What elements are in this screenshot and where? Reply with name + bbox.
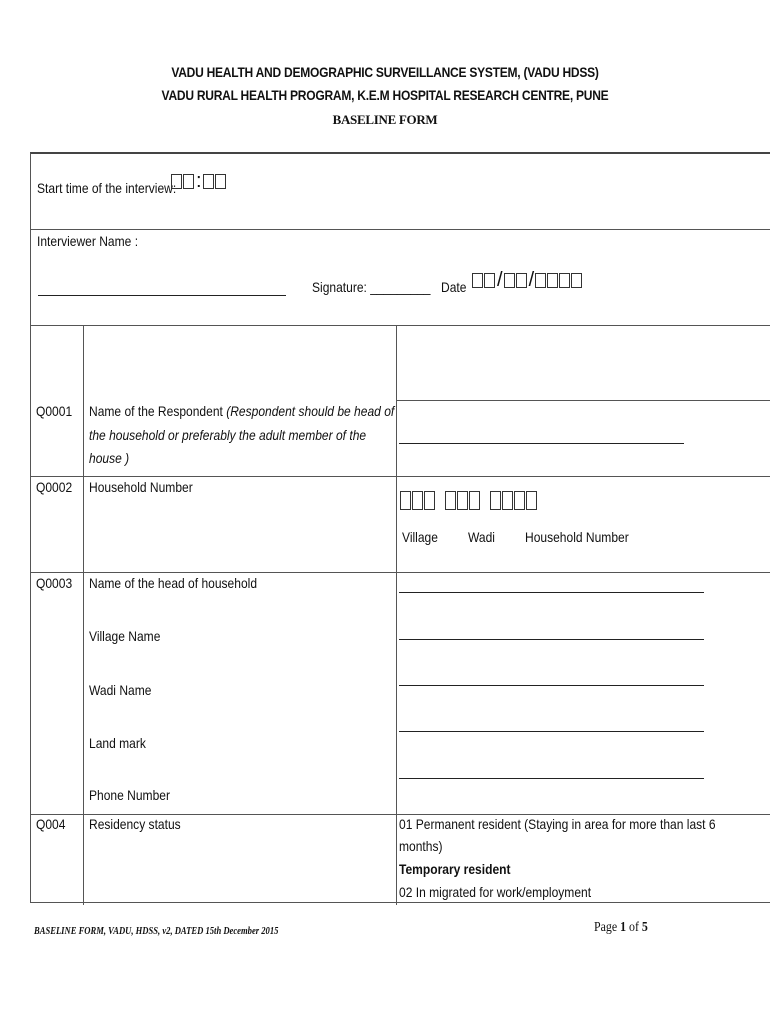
- temporary-resident-heading: Temporary resident: [399, 861, 511, 877]
- wadi-name-label: Wadi Name: [89, 682, 152, 698]
- year-digit-box[interactable]: [535, 273, 546, 288]
- column-divider: [83, 325, 84, 905]
- landmark-label: Land mark: [89, 735, 146, 751]
- household-digit-box[interactable]: [490, 491, 501, 510]
- year-digit-box[interactable]: [547, 273, 558, 288]
- village-digit-box[interactable]: [412, 491, 423, 510]
- column-divider: [396, 325, 397, 905]
- page-number: Page 1 of 5: [594, 920, 648, 935]
- date-label: Date: [441, 279, 467, 295]
- respondent-note: house ): [89, 450, 130, 466]
- start-time-boxes[interactable]: [171, 170, 227, 192]
- respondent-name-line[interactable]: [399, 443, 684, 444]
- row-divider: [31, 325, 770, 326]
- option-permanent-resident-cont: months): [399, 838, 443, 854]
- phone-number-line[interactable]: [399, 778, 704, 779]
- hour-digit-box[interactable]: [183, 174, 194, 189]
- day-digit-box[interactable]: [484, 273, 495, 288]
- minute-digit-box[interactable]: [203, 174, 214, 189]
- head-of-household-line[interactable]: [399, 592, 704, 593]
- head-of-household-label: Name of the head of household: [89, 575, 258, 591]
- village-name-label: Village Name: [89, 628, 161, 644]
- question-code: Q0001: [36, 403, 73, 419]
- year-digit-box[interactable]: [559, 273, 570, 288]
- form-title: BASELINE FORM: [332, 112, 438, 127]
- footer-form-version: BASELINE FORM, VADU, HDSS, v2, DATED 15th December 2015: [34, 925, 279, 937]
- option-in-migrated[interactable]: 02 In migrated for work/employment: [399, 884, 592, 900]
- landmark-line[interactable]: [399, 731, 704, 732]
- respondent-name-label: Name of the Respondent: [89, 403, 223, 419]
- time-separator: :: [196, 170, 202, 192]
- row-divider: [31, 572, 770, 573]
- village-sublabel: Village: [402, 529, 438, 545]
- wadi-digit-box[interactable]: [445, 491, 456, 510]
- row-divider: [31, 814, 770, 815]
- date-separator: /: [528, 269, 535, 291]
- household-digit-box[interactable]: [526, 491, 537, 510]
- hour-digit-box[interactable]: [171, 174, 182, 189]
- row-divider: [396, 400, 770, 401]
- respondent-note: the household or preferably the adult member of the: [89, 427, 367, 443]
- month-digit-box[interactable]: [516, 273, 527, 288]
- day-digit-box[interactable]: [472, 273, 483, 288]
- wadi-digit-box[interactable]: [469, 491, 480, 510]
- residency-status-label: Residency status: [89, 816, 181, 832]
- year-digit-box[interactable]: [571, 273, 582, 288]
- date-separator: /: [497, 269, 503, 291]
- wadi-digit-box[interactable]: [457, 491, 468, 510]
- household-number-boxes[interactable]: [400, 491, 538, 510]
- village-name-line[interactable]: [399, 639, 704, 640]
- village-digit-box[interactable]: [424, 491, 435, 510]
- household-number-label: Household Number: [89, 479, 193, 495]
- household-digit-box[interactable]: [514, 491, 525, 510]
- wadi-sublabel: Wadi: [468, 529, 495, 545]
- date-boxes[interactable]: [472, 269, 583, 291]
- interviewer-name-line[interactable]: [38, 295, 286, 296]
- village-digit-box[interactable]: [400, 491, 411, 510]
- row-divider: [31, 476, 770, 477]
- question-code: Q004: [36, 816, 66, 832]
- question-code: Q0002: [36, 479, 73, 495]
- phone-number-label: Phone Number: [89, 787, 170, 803]
- question-label: [89, 403, 394, 419]
- interviewer-name-label: Interviewer Name :: [37, 233, 139, 249]
- option-permanent-resident[interactable]: 01 Permanent resident (Staying in area for more than last 6: [399, 816, 716, 832]
- header-title-line2: VADU RURAL HEALTH PROGRAM, K.E.M HOSPITAL RESEARCH CENTRE, PUNE: [161, 87, 609, 103]
- header-title-line1: VADU HEALTH AND DEMOGRAPHIC SURVEILLANCE SYSTEM, (VADU HDSS): [171, 64, 599, 80]
- household-digit-box[interactable]: [502, 491, 513, 510]
- total-pages: 5: [641, 920, 648, 935]
- month-digit-box[interactable]: [504, 273, 515, 288]
- wadi-name-line[interactable]: [399, 685, 704, 686]
- current-page: 1: [620, 920, 627, 935]
- respondent-note: (Respondent should be head of: [226, 403, 395, 419]
- question-code: Q0003: [36, 575, 73, 591]
- household-sublabel: Household Number: [525, 529, 629, 545]
- row-divider: [31, 229, 770, 230]
- minute-digit-box[interactable]: [215, 174, 226, 189]
- start-time-label: Start time of the interview:: [37, 180, 177, 196]
- signature-label: Signature: _________: [312, 279, 431, 295]
